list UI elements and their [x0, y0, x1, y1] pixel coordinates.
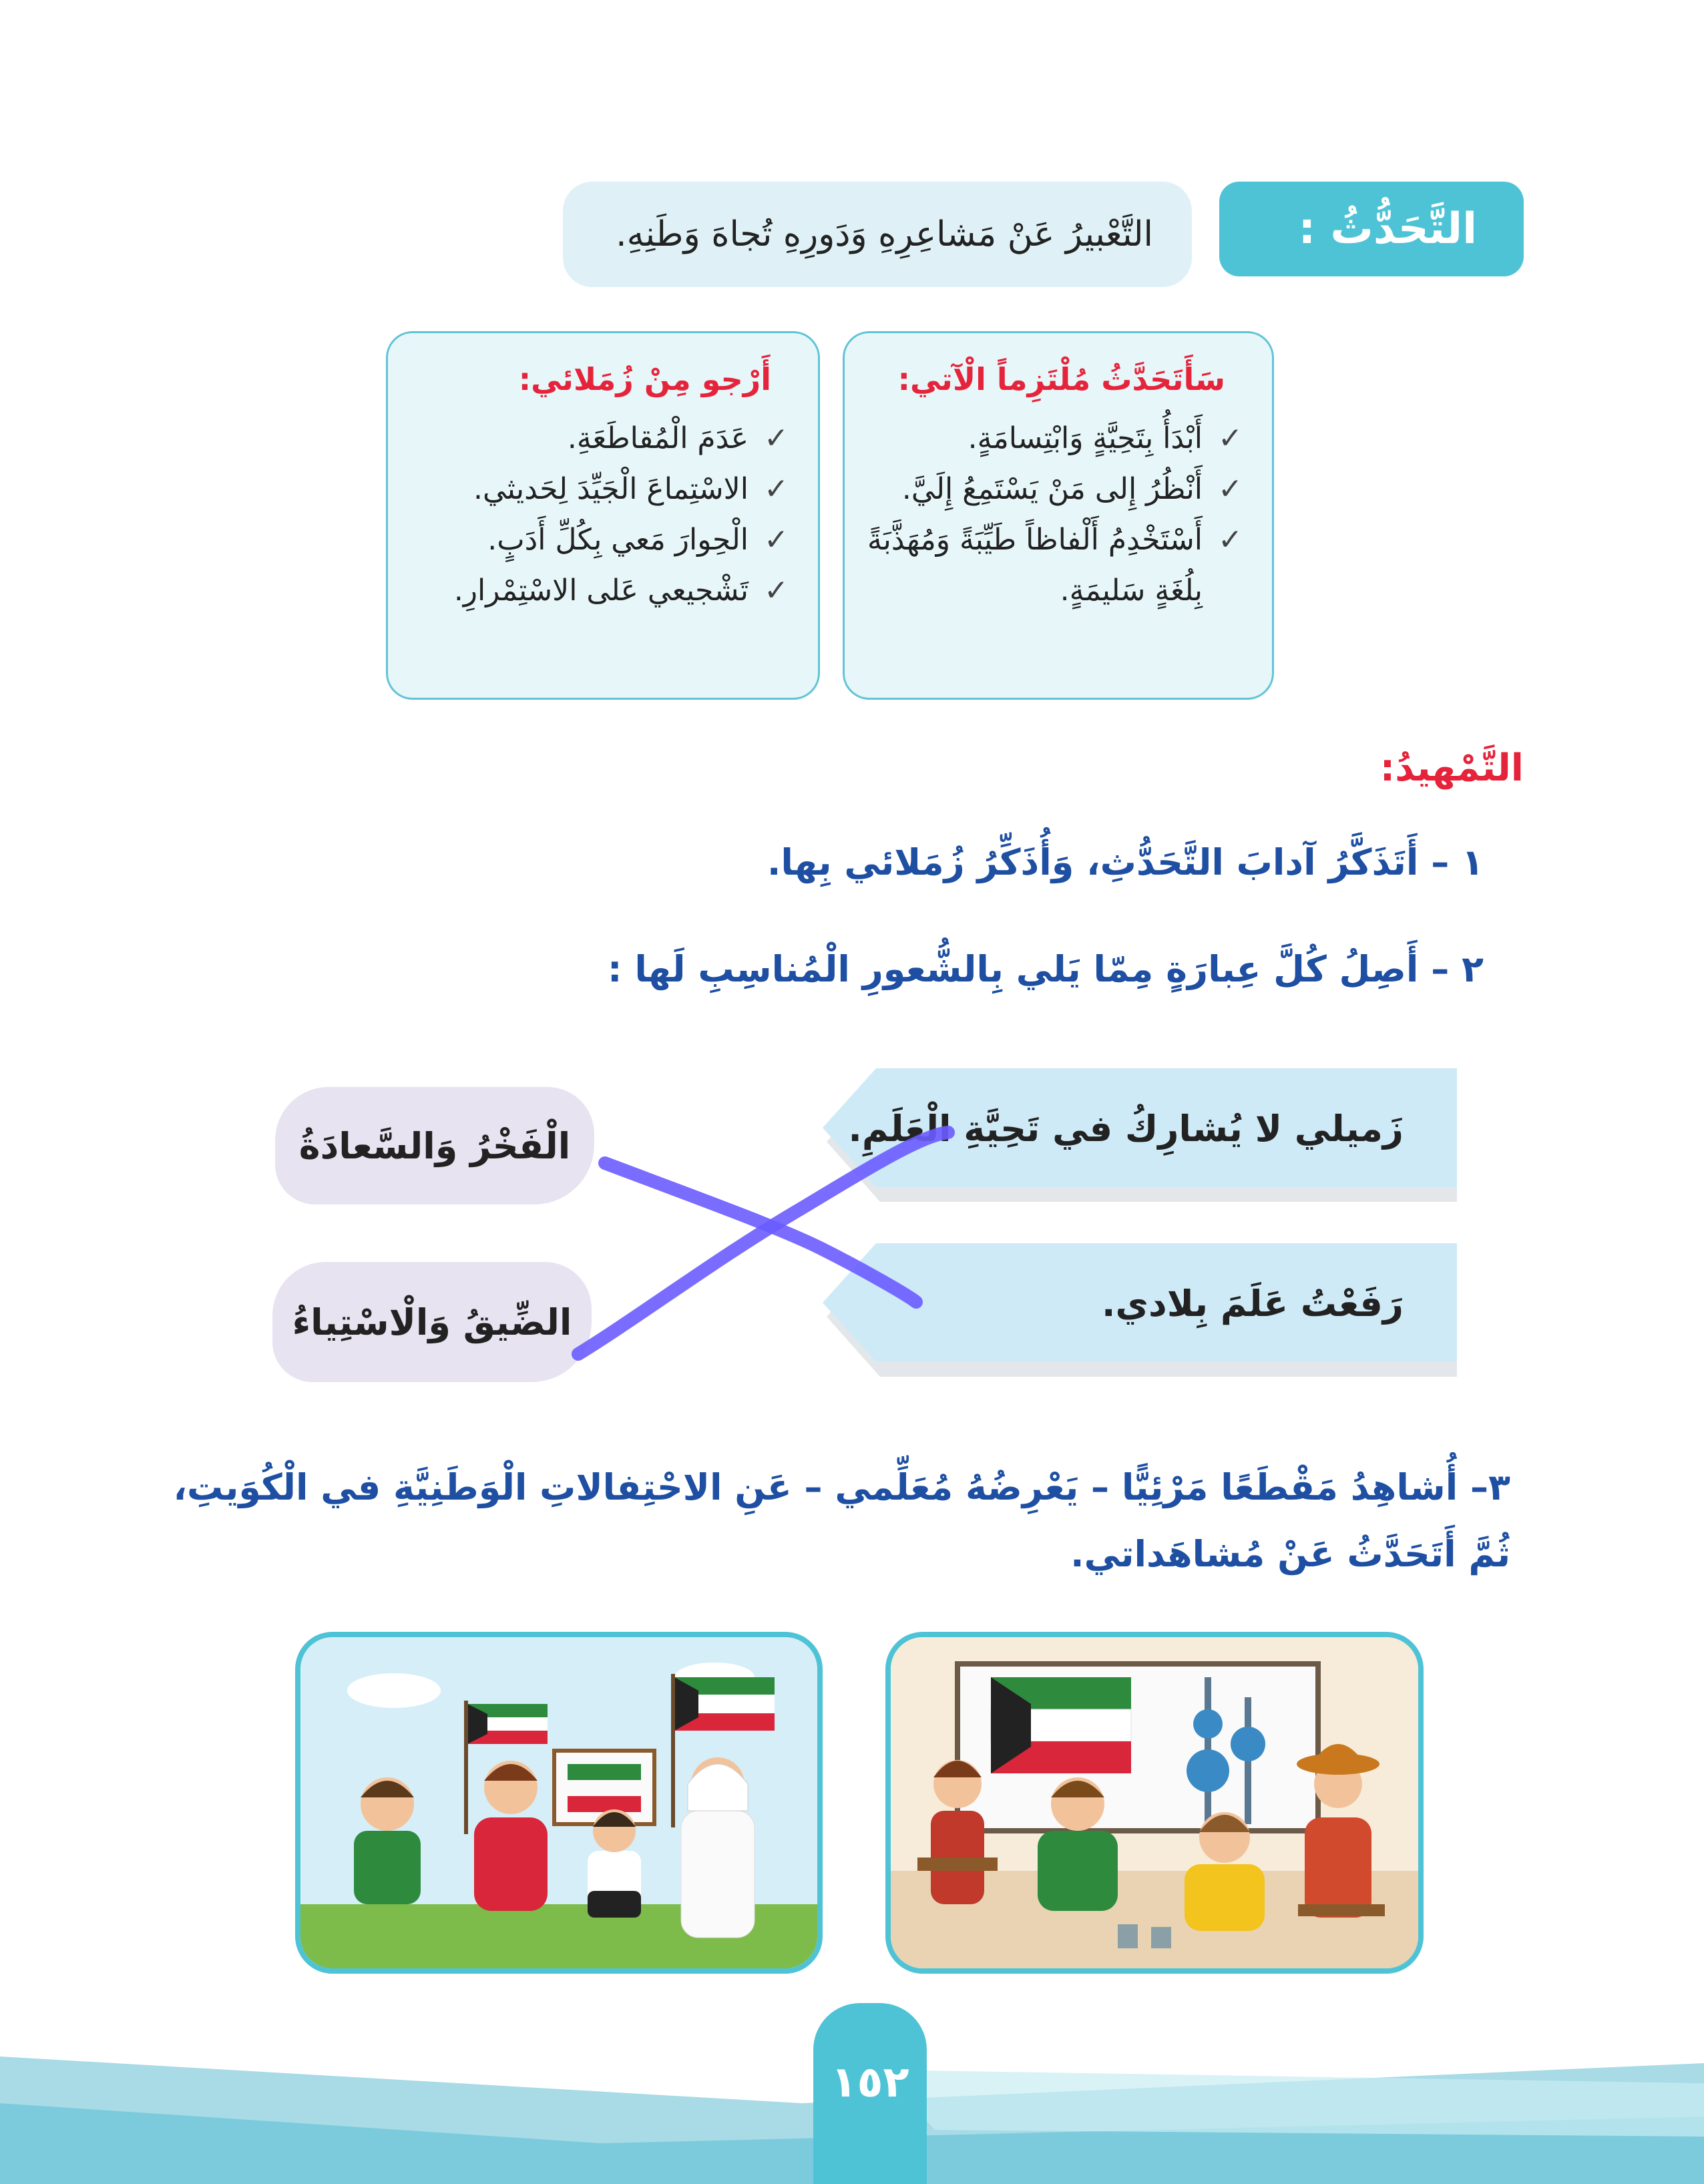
check-icon: ✓: [1218, 421, 1243, 455]
rule-text: الاسْتِماعَ الْجَيِّدَ لِحَديثي.: [473, 472, 749, 506]
check-icon: ✓: [1218, 472, 1243, 506]
rule-text: أَبْدَأُ بِتَحِيَّةٍ وَابْتِسامَةٍ.: [968, 421, 1203, 455]
section-label: التَّحَدُّثُ :: [1219, 182, 1524, 276]
task-1: ١ – أَتَذَكَّرُ آدابَ التَّحَدُّثِ، وَأُذَكِّرُ زُمَلائي بِها.: [767, 841, 1484, 883]
rule-text: أَسْتَخْدِمُ أَلْفاظاً طَيِّبَةً وَمُهَذَّبَةً بِلُغَةٍ سَليمَةٍ.: [867, 523, 1203, 608]
rule-text: أَنْظُرُ إِلى مَنْ يَسْتَمِعُ إِلَيَّ.: [901, 472, 1203, 506]
illustration-flags-frame: [295, 1632, 823, 1974]
check-icon: ✓: [764, 523, 789, 557]
illustration-painting-frame: [885, 1632, 1424, 1974]
statement-text: رَفَعْتُ عَلَمَ بِلادي.: [1102, 1282, 1404, 1325]
rules-peers-title: أَرْجو مِنْ زُمَلائي:: [518, 361, 771, 397]
check-icon: ✓: [764, 472, 789, 506]
rules-self-title: سَأَتَحَدَّثُ مُلْتَزِماً الْآتي:: [897, 361, 1225, 397]
check-icon: ✓: [1218, 523, 1243, 557]
check-icon: ✓: [764, 574, 789, 608]
intro-heading: التَّمْهيدُ:: [1379, 746, 1524, 790]
topic-box: التَّعْبيرُ عَنْ مَشاعِرِهِ وَدَورِهِ تُجاهَ وَطَنِهِ.: [563, 182, 1192, 287]
feeling-pride-joy[interactable]: الْفَخْرُ وَالسَّعادَةُ: [275, 1087, 594, 1205]
task-3: ٣– أُشاهِدُ مَقْطَعًا مَرْئِيًّا – يَعْرِضُهُ مُعَلِّمي – عَنِ الاحْتِفالاتِ الْوَطَنِيَّةِ في الْكُوَيتِ، ثُمَّ أَتَحَدَّثُ عَنْ مُشاهَداتي.: [173, 1466, 1510, 1575]
children-painting-illustration: [891, 1637, 1418, 1968]
page-number: ١٥٢: [813, 2003, 927, 2184]
rule-text: تَشْجيعي عَلى الاسْتِمْرارِ.: [453, 574, 749, 608]
rule-text: عَدَمَ الْمُقاطَعَةِ.: [567, 421, 749, 455]
feeling-annoyance[interactable]: الضِّيقُ وَالْاسْتِياءُ: [272, 1262, 592, 1382]
rule-text: الْحِوارَ مَعي بِكُلِّ أَدَبٍ.: [487, 523, 749, 557]
task-2: ٢ – أَصِلُ كُلَّ عِبارَةٍ مِمّا يَلي بِالشُّعورِ الْمُناسِبِ لَها :: [607, 948, 1484, 990]
children-flags-illustration: [300, 1637, 817, 1968]
statement-text: زَميلي لا يُشارِكُ في تَحِيَّةِ الْعَلَمِ.: [848, 1107, 1404, 1150]
check-icon: ✓: [764, 421, 789, 455]
match-line-2: [578, 1132, 948, 1354]
